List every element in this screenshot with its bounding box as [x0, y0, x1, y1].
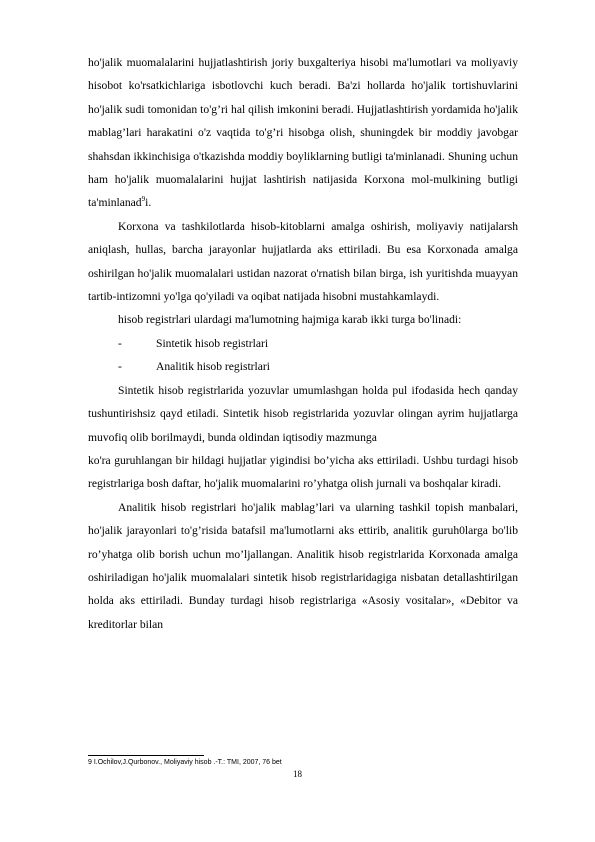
paragraph-1-end: i. [145, 196, 152, 210]
list-dash: - [118, 360, 122, 374]
paragraph-1-text: ho'jalik muomalalarini hujjatlashtirish joriy buxgalteriya hisobi ma'lumotlari va moliyaviy hisobot ko'rsatkichlariga isbotlovchi kuch beradi. Ba'zi hollarda ho'jalik tortishuvlarini ho'jalik sudi tomonidan to'g’ri hal qilish imkonini beradi. Hujjatlashtirish yordamida ho'jalik mablag’lari harakatini o'z vaqtida to'g’ri hisobga olish, shuningdek bir moddiy javobgar shahsdan ikkinchisiga o'tkazishda moddiy boyliklarning butligi ta'minlanadi. Shuning uchun ham ho'jalik muomalalarini hujjat lashtirish natijasida Korxona mol-mulkining butligi ta'minlanad [88, 56, 518, 210]
footnote: 9 I.Ochilov,J.Qurbonov., Moliyaviy hisob .-T.: TMI, 2007, 76 bet [88, 759, 282, 766]
footnote-reference: 9 [141, 195, 146, 204]
paragraph-1 [88, 51, 518, 215]
paragraph-5: ko'ra guruhlangan bir hildagi hujjatlar yigindisi bo’yicha aks ettiriladi. Ushbu turdagi hisob registrlariga bosh daftar, ho'jalik muomalarini ro’yhatga olish jurnali va boshqalar kiradi. [88, 453, 518, 491]
list-item [88, 332, 518, 355]
list-item-text: Analitik hisob registrlari [156, 360, 270, 374]
paragraph-2: Korxona va tashkilotlarda hisob-kitoblarni amalga oshirish, moliyaviy natijalarsh aniqlash, hullas, barcha jarayonlar hujjatlarda aks ettiriladi. Bu esa Korxonada amalga oshirilgan ho'jalik muomalalari ustidan nazorat o'rnatish bilan birga, ish yuritishda muayyan tartib-intizomni yo'lga qo'yiladi va oqibat natijada hisobni mustahkamlaydi. [88, 219, 518, 304]
list-dash: - [118, 336, 122, 350]
list-item [88, 355, 518, 378]
paragraph-3: hisob registrlari ulardagi ma'lumotning hajmiga karab ikki turga bo'linadi: [118, 313, 462, 327]
paragraph-6: Analitik hisob registrlari ho'jalik mablag’lari va ularning tashkil topish manbalari, ho'jalik jarayonlari to'g’risida batafsil ma'lumotlarni aks ettirib, analitik guruh0larga bo'lib ro’yhatga olib borish uchun mo’ljallangan. Analitik hisob registrlarida Korxonada amalga oshiriladigan ho'jalik muomalalari sintetik hisob registrlaridagiga nisbatan detallashtirilgan holda aks ettiriladi. Bunday turdagi hisob registrlariga «Asosiy vositalar», «Debitor va kreditorlar bilan [88, 500, 518, 631]
list-item-text: Sintetik hisob registrlari [156, 336, 269, 350]
page-number: 18 [293, 769, 302, 779]
paragraph-4: Sintetik hisob registrlarida yozuvlar umumlashgan holda pul ifodasida hech qanday tushuntirishsiz qayd etiladi. Sintetik hisob registrlarida yozuvlar olingan ayrim hujjatlarga muvofiq olib borilmaydi, bunda oldindan iqtisodiy mazmunga [88, 383, 518, 444]
footnote-divider [88, 755, 204, 756]
body-text [88, 51, 518, 636]
